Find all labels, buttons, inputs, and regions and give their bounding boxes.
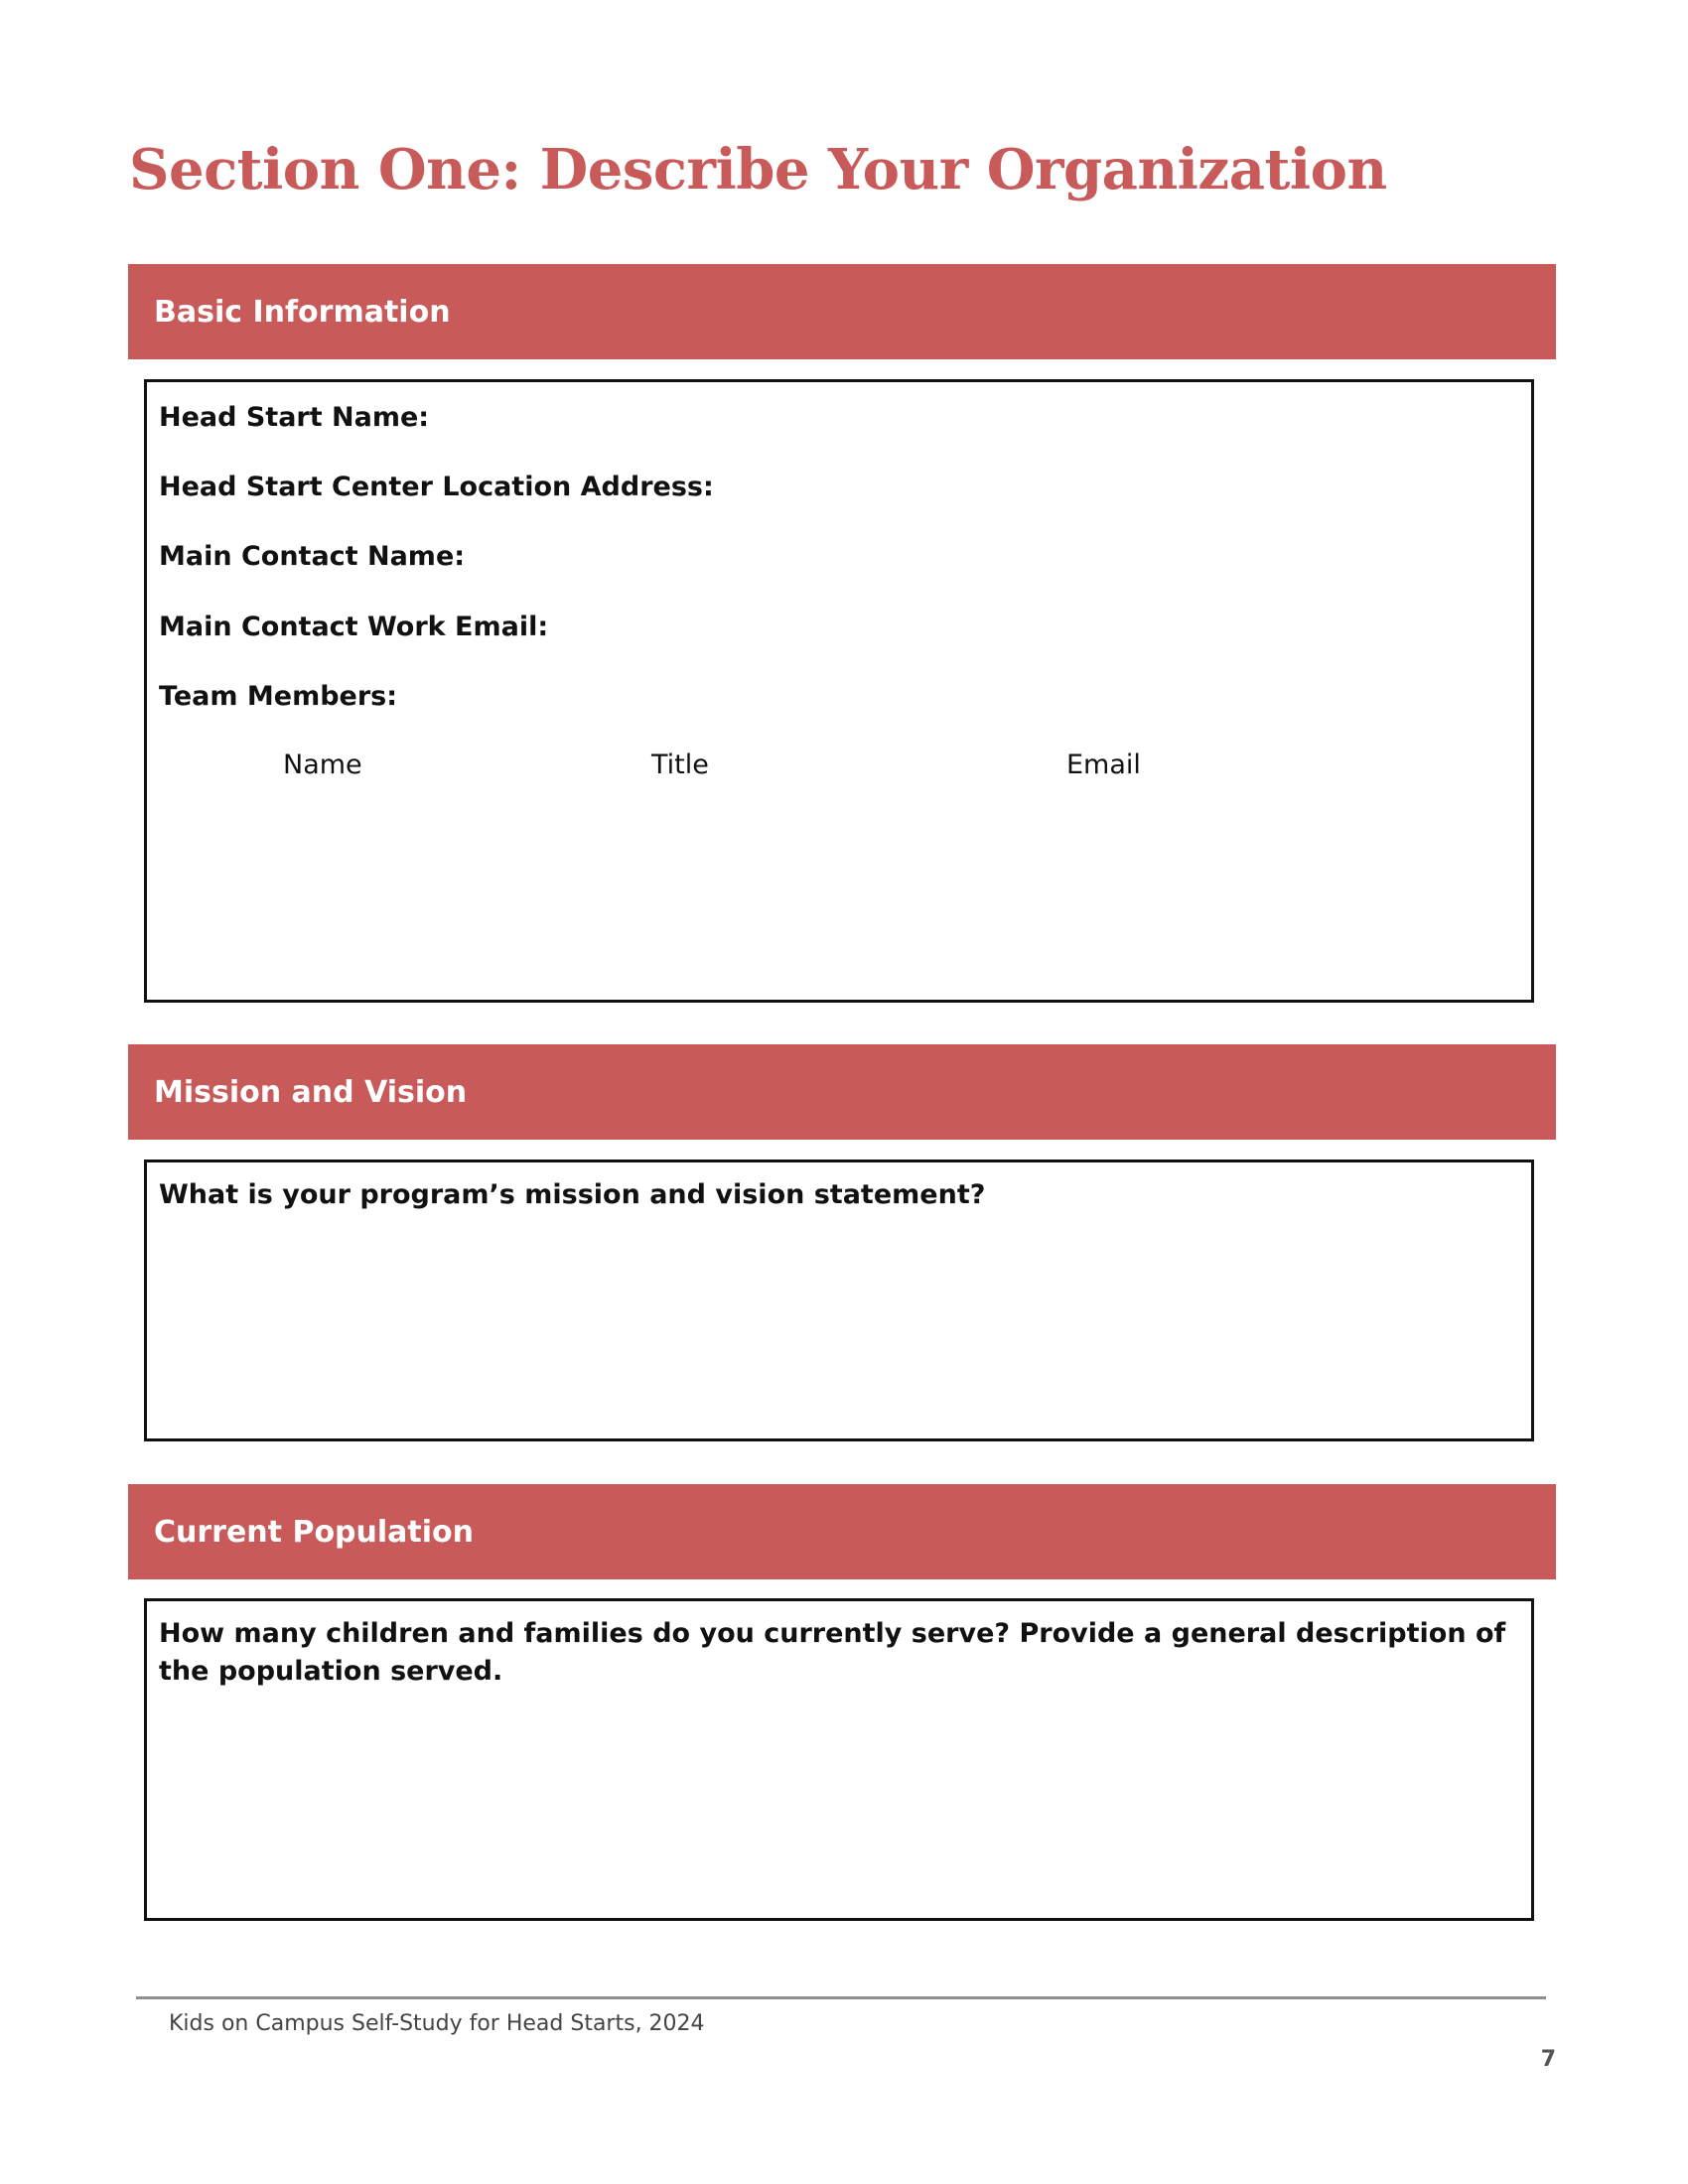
section-heading: Mission and Vision bbox=[154, 1074, 468, 1110]
footer-divider bbox=[136, 1996, 1546, 1999]
main-contact-name-label: Main Contact Name: bbox=[159, 541, 466, 572]
page-number: 7 bbox=[1540, 2047, 1556, 2072]
main-contact-email-label: Main Contact Work Email: bbox=[159, 612, 549, 642]
section-header-current-population bbox=[128, 1484, 1556, 1579]
section-heading: Current Population bbox=[154, 1514, 475, 1550]
team-column-email: Email bbox=[1066, 750, 1141, 780]
section-heading: Basic Information bbox=[154, 294, 451, 330]
team-members-label: Team Members: bbox=[159, 681, 398, 712]
current-population-prompt: How many children and families do you currently serve? Provide a general description of the population served. bbox=[159, 1618, 1506, 1687]
team-column-name: Name bbox=[283, 750, 362, 780]
mission-vision-box[interactable] bbox=[144, 1160, 1534, 1441]
basic-information-box[interactable] bbox=[144, 379, 1534, 1003]
section-header-basic-information bbox=[128, 264, 1556, 359]
footer-text: Kids on Campus Self-Study for Head Starts, 2024 bbox=[169, 2011, 705, 2036]
page-title: Section One: Describe Your Organization bbox=[129, 137, 1387, 203]
mission-vision-prompt: What is your program’s mission and vision statement? bbox=[159, 1179, 986, 1210]
center-location-address-label: Head Start Center Location Address: bbox=[159, 472, 714, 502]
section-header-mission-vision bbox=[128, 1044, 1556, 1140]
team-column-title: Title bbox=[651, 750, 709, 780]
head-start-name-label: Head Start Name: bbox=[159, 402, 430, 433]
current-population-box[interactable] bbox=[144, 1598, 1534, 1921]
